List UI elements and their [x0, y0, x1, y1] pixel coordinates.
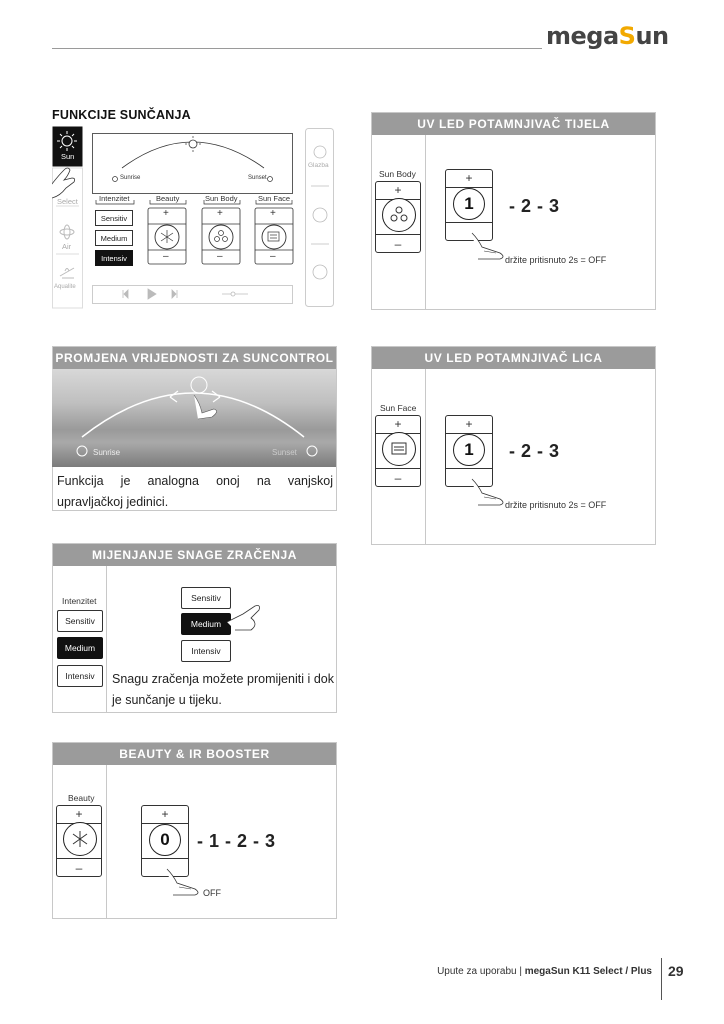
sun-body-minus: – — [394, 237, 402, 251]
sun-face-plus: + — [394, 417, 402, 431]
panel-intensiv-button: Intensiv — [95, 250, 133, 266]
sun-face-glyph — [390, 441, 408, 457]
uv-body-hint: držite pritisnuto 2s = OFF — [505, 255, 607, 265]
beauty-minus: – — [75, 861, 83, 875]
panel-sunface-plus: + — [270, 208, 276, 219]
sunface-column-label: Sun Face — [258, 194, 291, 203]
beauty-sequence: - 1 - 2 - 3 — [197, 831, 276, 851]
beauty-label: Beauty — [68, 793, 95, 803]
press-hand-icon — [470, 477, 510, 507]
beauty-plus: + — [75, 807, 83, 821]
footer-text: Upute za uporabu | megaSun K11 Select / Plus — [437, 966, 652, 977]
uv-body-sequence: - 2 - 3 — [509, 196, 560, 216]
sun-face-value-plus: + — [465, 417, 473, 431]
megasun-logo: megaSun — [546, 22, 669, 50]
beauty-value-plus: + — [161, 807, 169, 821]
beauty-hint: OFF — [203, 888, 221, 898]
tap-hand-icon — [225, 602, 263, 634]
panel-beauty-minus: – — [163, 251, 169, 262]
sky-illustration — [52, 369, 336, 467]
uv-face-label: Sun Face — [380, 403, 417, 413]
beauty-column-label: Beauty — [156, 194, 180, 203]
left-intensiv-button: Intensiv — [57, 665, 103, 687]
sun-body-value: 1 — [453, 188, 485, 220]
aqualite-tab-label: Aqualite — [54, 284, 76, 290]
page-number: 29 — [668, 963, 684, 979]
music-label: Glazba — [308, 162, 329, 169]
sun-body-icon — [382, 198, 416, 232]
sun-face-control — [375, 415, 421, 487]
panel-sunbody-minus: – — [217, 251, 223, 262]
sun-body-plus: + — [394, 183, 402, 197]
power-divider — [106, 566, 107, 713]
beauty-divider — [106, 765, 107, 919]
beauty-value: 0 — [149, 824, 181, 856]
sun-face-icon — [382, 432, 416, 466]
panel-sensitiv-button: Sensitiv — [95, 210, 133, 226]
uv-face-hint: držite pritisnuto 2s = OFF — [505, 500, 607, 510]
sun-body-control — [375, 181, 421, 253]
sky-sunrise-label: Sunrise — [93, 448, 121, 457]
panel-sunset-label: Sunset — [248, 175, 267, 181]
uv-body-label: Sun Body — [379, 169, 416, 179]
uv-face-sequence: - 2 - 3 — [509, 441, 560, 461]
left-medium-button: Medium — [57, 637, 103, 659]
sun-body-value-plus: + — [465, 171, 473, 185]
uv-face-header: UV LED POTAMNJIVAČ LICA — [372, 347, 655, 369]
suncontrol-text: Funkcija je analogna onoj na vanjskoj upravljačkoj jedinici. — [57, 474, 333, 509]
power-intensity-label: Intenzitet — [62, 596, 97, 606]
sun-face-minus: – — [394, 471, 402, 485]
power-box — [52, 543, 337, 713]
sun-body-glyph — [389, 205, 409, 225]
beauty-icon — [63, 822, 97, 856]
panel-medium-button: Medium — [95, 230, 133, 246]
control-panel-illustration — [52, 126, 340, 312]
beauty-box — [52, 742, 337, 919]
uv-face-box — [371, 346, 656, 545]
press-hand-icon — [470, 231, 510, 261]
beauty-glyph — [70, 829, 90, 849]
sun-tab-label: Sun — [61, 152, 75, 161]
footer-divider — [661, 958, 662, 1000]
intensity-column-label: Intenzitet — [99, 194, 130, 203]
tanning-functions-title: FUNKCIJE SUNČANJA — [52, 108, 191, 122]
panel-sunbody-plus: + — [217, 208, 223, 219]
press-hand-icon — [165, 867, 205, 897]
left-sensitiv-button: Sensitiv — [57, 610, 103, 632]
power-header: MIJENJANJE SNAGE ZRAČENJA — [53, 544, 336, 566]
sunbody-column-label: Sun Body — [205, 194, 238, 203]
uv-body-header: UV LED POTAMNJIVAČ TIJELA — [372, 113, 655, 135]
panel-sunrise-label: Sunrise — [120, 175, 141, 181]
header-rule — [52, 48, 542, 49]
sky-sunset-label: Sunset — [272, 448, 297, 457]
uv-face-divider — [425, 369, 426, 545]
right-intensiv-button: Intensiv — [181, 640, 231, 662]
beauty-header: BEAUTY & IR BOOSTER — [53, 743, 336, 765]
right-sensitiv-button: Sensitiv — [181, 587, 231, 609]
panel-sunface-minus: – — [270, 251, 276, 262]
suncontrol-header: PROMJENA VRIJEDNOSTI ZA SUNCONTROL — [53, 347, 336, 369]
right-medium-button: Medium — [181, 613, 231, 635]
beauty-control — [56, 805, 102, 877]
select-tab-label: Select — [57, 197, 78, 206]
power-text: Snagu zračenja možete promijeniti i dok je sunčanje u tijeku. — [112, 672, 334, 707]
uv-body-divider — [425, 135, 426, 310]
uv-body-box — [371, 112, 656, 310]
air-tab-label: Air — [62, 242, 72, 251]
panel-beauty-plus: + — [163, 208, 169, 219]
sun-face-value: 1 — [453, 434, 485, 466]
